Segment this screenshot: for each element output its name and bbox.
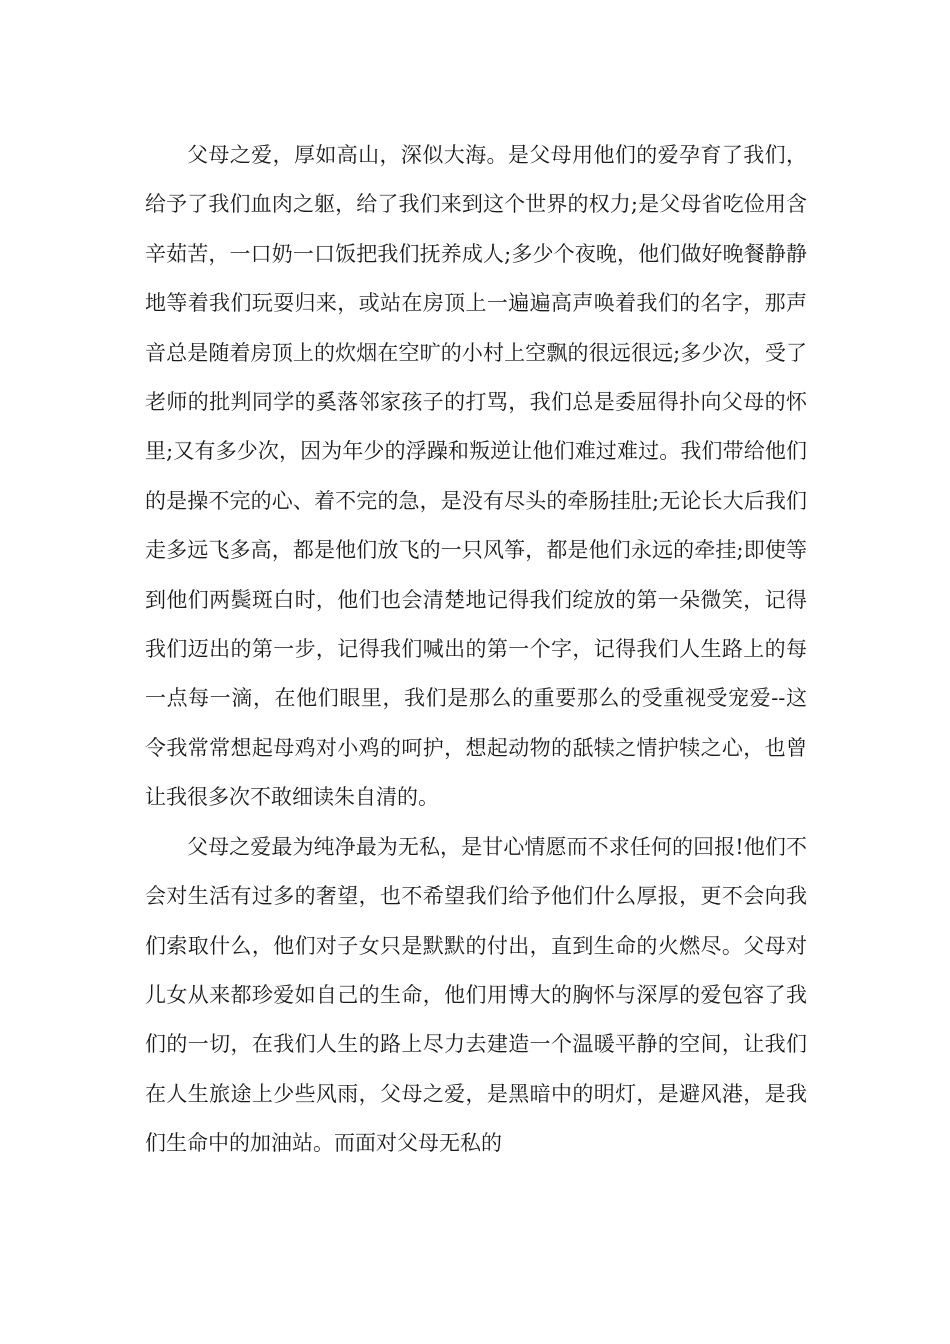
paragraph-1: 父母之爱，厚如高山，深似大海。是父母用他们的爱孕育了我们，给予了我们血肉之躯，给了我们来到这个世界的权力;是父母省吃俭用含辛茹苦，一口奶一口饭把我们抚养成人;多少个夜晚，他们做好晚餐静静地等着我们玩耍归来，或站在房顶上一遍遍高声唤着我们的名字，那声音总是随着房顶上的炊烟在空旷的小村上空飘的很远很远;多少次，受了老师的批判同学的奚落邻家孩子的打骂，我们总是委屈得扑向父母的怀里;又有多少次，因为年少的浮躁和叛逆让他们难过难过。我们带给他们的是操不完的心、着不完的急，是没有尽头的牵肠挂肚;无论长大后我们走多远飞多高，都是他们放飞的一只风筝，都是他们永远的牵挂;即使等到他们两鬓斑白时，他们也会清楚地记得我们绽放的第一朵微笑，记得我们迈出的第一步，记得我们喊出的第一个字，记得我们人生路上的每一点每一滴，在他们眼里，我们是那么的重要那么的受重视受宠爱--这令我常常想起母鸡对小鸡的呵护，想起动物的舐犊之情护犊之心，也曾让我很多次不敢细读朱自清的。 — [145, 143, 807, 810]
body-text — [145, 131, 807, 1169]
paragraph-2: 父母之爱最为纯净最为无私，是甘心情愿而不求任何的回报!他们不会对生活有过多的奢望，也不希望我们给予他们什么厚报，更不会向我们索取什么，他们对子女只是默默的付出，直到生命的火燃尽。父母对儿女从来都珍爱如自己的生命，他们用博大的胸怀与深厚的爱包容了我们的一切，在我们人生的路上尽力去建造一个温暖平静的空间，让我们在人生旅途上少些风雨，父母之爱，是黑暗中的明灯，是避风港，是我们生命中的加油站。而面对父母无私的 — [145, 834, 807, 1156]
